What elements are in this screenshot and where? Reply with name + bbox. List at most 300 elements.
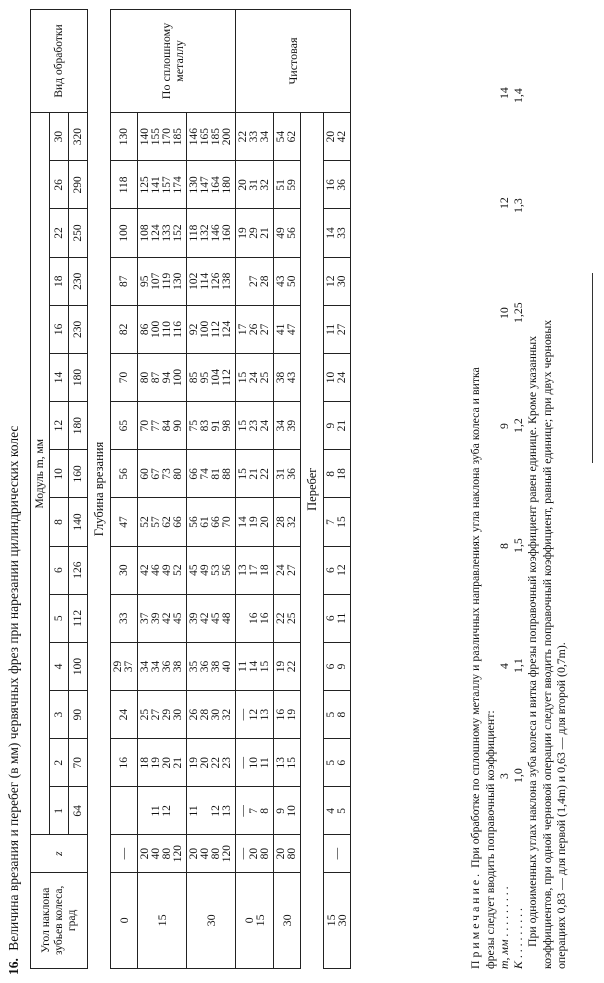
cell-value: 170 bbox=[161, 128, 173, 146]
cell-value: 57 bbox=[150, 516, 162, 528]
module-value: 6 bbox=[50, 546, 69, 594]
value-cell bbox=[111, 787, 138, 835]
value-cell bbox=[236, 642, 274, 690]
cell-value: 16 bbox=[248, 612, 260, 625]
cell-value: 25 bbox=[286, 612, 298, 625]
value-cell bbox=[111, 739, 138, 787]
cell-value: 20 bbox=[325, 130, 337, 143]
value-cell bbox=[274, 787, 301, 835]
cell-value: 25 bbox=[259, 371, 271, 384]
value-cell bbox=[187, 642, 236, 690]
value-cell bbox=[324, 498, 351, 546]
cell-value: 16 bbox=[275, 708, 287, 721]
cell-value: 21 bbox=[336, 419, 348, 432]
value-cell bbox=[138, 112, 187, 160]
cutting-depth-table bbox=[30, 9, 351, 969]
cell-value: 81 bbox=[210, 468, 222, 480]
cell-value: 180 bbox=[221, 176, 233, 194]
z-value: 120 bbox=[172, 844, 184, 863]
cell-value: 185 bbox=[172, 128, 184, 146]
cell-value: 8 bbox=[336, 711, 348, 718]
value-cell bbox=[138, 594, 187, 642]
cell-value bbox=[173, 788, 184, 833]
cell-value: 29 bbox=[248, 227, 260, 239]
cell-value: 80 bbox=[172, 468, 184, 480]
cell-value: 19 bbox=[188, 757, 200, 769]
cell-value: — bbox=[237, 708, 249, 721]
cell-value: 22 bbox=[210, 757, 222, 769]
module-value: 16 bbox=[50, 305, 69, 353]
value-cell bbox=[111, 209, 138, 257]
cell-value: 19 bbox=[275, 660, 287, 673]
cell-value: 22 bbox=[286, 660, 298, 673]
cell-value: 62 bbox=[286, 130, 298, 143]
value-cell bbox=[111, 546, 138, 594]
value-cell bbox=[324, 594, 351, 642]
dot-leader: . . . . . . . . . bbox=[511, 908, 525, 962]
cell-value: 146 bbox=[188, 128, 200, 146]
value-cell bbox=[274, 450, 301, 498]
cell-value: 43 bbox=[275, 275, 287, 287]
row-angle: 0 15 bbox=[236, 872, 274, 968]
cell-value: 36 bbox=[336, 179, 348, 191]
note-para2-line1: При одноименных углах наклона зуба колеса и витка фрезы поправочный коэффициент равен единице. Кроме указанных bbox=[525, 335, 539, 947]
cell-value: 11 bbox=[150, 805, 162, 817]
section-depth-label: Глубина врезания bbox=[88, 10, 111, 969]
cell-value: 25 bbox=[139, 708, 151, 721]
cell-value: 10 bbox=[286, 805, 298, 817]
value-cell bbox=[236, 305, 274, 353]
value-cell bbox=[111, 450, 138, 498]
cell-value: 32 bbox=[286, 516, 298, 528]
cell-value: 36 bbox=[199, 660, 211, 673]
value-cell bbox=[236, 112, 274, 160]
cell-value: 53 bbox=[210, 564, 222, 576]
table-row bbox=[236, 10, 274, 969]
z-value: 120 bbox=[221, 844, 233, 863]
note-k-label: K bbox=[511, 961, 525, 969]
value-cell bbox=[274, 594, 301, 642]
cell-value: 95 bbox=[139, 275, 151, 287]
value-cell bbox=[274, 546, 301, 594]
value-cell bbox=[236, 450, 274, 498]
cell-value: 116 bbox=[172, 320, 184, 338]
module-value: 18 bbox=[50, 257, 69, 305]
cell-value: 155 bbox=[150, 128, 162, 146]
note-k-value: 1,3 bbox=[511, 198, 525, 213]
cell-value: 124 bbox=[150, 224, 162, 242]
value-cell bbox=[187, 209, 236, 257]
module-value: 2 bbox=[50, 739, 69, 787]
z-value: 80 bbox=[259, 847, 271, 860]
note-line-2: фрезы следует вводить поправочный коэффициент: bbox=[482, 710, 497, 969]
cell-value: 26 bbox=[248, 323, 260, 336]
cell-value: 39 bbox=[286, 419, 298, 432]
cell-value: 27 bbox=[248, 275, 260, 287]
diameter-value: 64 bbox=[69, 787, 88, 835]
value-cell bbox=[138, 691, 187, 739]
module-value: 30 bbox=[50, 112, 69, 160]
cell-value: 24 bbox=[259, 419, 271, 432]
module-value: 14 bbox=[50, 353, 69, 401]
cell-value: 34 bbox=[150, 660, 162, 673]
cell-value: 27 bbox=[336, 323, 348, 336]
cell-value: 29 bbox=[112, 660, 124, 673]
cell-value: 73 bbox=[161, 468, 173, 480]
cell-value: 5 bbox=[325, 759, 337, 766]
cell-value: 28 bbox=[199, 708, 211, 721]
diameter-row bbox=[69, 10, 88, 969]
cell-value: 24 bbox=[117, 708, 130, 721]
cell-value: 130 bbox=[117, 128, 130, 146]
bottom-rule bbox=[592, 273, 593, 463]
cell-value: 6 bbox=[325, 567, 337, 573]
cell-value: 13 bbox=[275, 757, 287, 769]
cell-value: 15 bbox=[336, 516, 348, 528]
cell-value: 27 bbox=[150, 708, 162, 721]
cell-value: 20 bbox=[259, 516, 271, 528]
cell-value: 14 bbox=[237, 516, 249, 528]
cell-value: 65 bbox=[117, 419, 130, 432]
cell-value: 19 bbox=[248, 516, 260, 528]
cell-value: 56 bbox=[117, 468, 130, 480]
cell-value: 13 bbox=[259, 708, 271, 721]
module-value: 3 bbox=[50, 691, 69, 739]
cell-value: 80 bbox=[139, 371, 151, 384]
z-value: — bbox=[237, 847, 249, 860]
value-cell bbox=[274, 739, 301, 787]
cell-value: 104 bbox=[210, 368, 222, 387]
value-cell bbox=[274, 161, 301, 209]
cell-value: 38 bbox=[275, 371, 287, 384]
diameter-value: 100 bbox=[69, 642, 88, 690]
cell-value: 39 bbox=[188, 612, 200, 625]
value-cell bbox=[111, 594, 138, 642]
note-m-label: m, мм bbox=[497, 939, 511, 969]
header-z: z bbox=[31, 835, 88, 872]
diameter-value: 160 bbox=[69, 450, 88, 498]
row-angle: 30 bbox=[274, 872, 301, 968]
cell-value: 33 bbox=[117, 612, 130, 625]
value-cell bbox=[138, 209, 187, 257]
value-cell bbox=[324, 642, 351, 690]
cell-value: 112 bbox=[210, 320, 222, 338]
cell-value: 31 bbox=[248, 179, 260, 191]
cell-value: 61 bbox=[199, 516, 211, 528]
row-z bbox=[138, 835, 187, 872]
cell-value: 32 bbox=[221, 708, 233, 721]
cell-value: 133 bbox=[161, 224, 173, 242]
note-m-value: 9 bbox=[497, 423, 511, 429]
note-k-value: 1,5 bbox=[511, 538, 525, 553]
z-value: 20 bbox=[248, 847, 260, 860]
module-value: 5 bbox=[50, 594, 69, 642]
cell-value: 6 bbox=[325, 663, 337, 670]
value-cell bbox=[111, 498, 138, 546]
value-cell bbox=[138, 402, 187, 450]
cell-value: 34 bbox=[139, 660, 151, 673]
value-cell bbox=[324, 161, 351, 209]
value-cell bbox=[274, 305, 301, 353]
cell-value: 74 bbox=[199, 468, 211, 480]
cell-value: 60 bbox=[139, 468, 151, 480]
cell-value: 56 bbox=[221, 564, 233, 576]
value-cell bbox=[187, 546, 236, 594]
cell-value: 36 bbox=[161, 660, 173, 673]
cell-value: 48 bbox=[221, 612, 233, 625]
cell-value: 51 bbox=[275, 179, 287, 191]
cell-value: 114 bbox=[199, 272, 211, 290]
cell-value: 92 bbox=[188, 323, 200, 336]
value-cell bbox=[236, 209, 274, 257]
cell-value: 108 bbox=[139, 224, 151, 242]
header-kind: Вид обработки bbox=[31, 10, 88, 113]
value-cell bbox=[138, 353, 187, 401]
cell-value: 27 bbox=[259, 323, 271, 336]
value-cell bbox=[187, 450, 236, 498]
cell-value: 30 bbox=[210, 708, 222, 721]
z-value: 20 bbox=[188, 847, 200, 860]
cell-value: 70 bbox=[221, 516, 233, 528]
note-m-value: 10 bbox=[497, 307, 511, 319]
row-angle: 0 bbox=[111, 872, 138, 968]
row-angle: 30 bbox=[187, 872, 236, 968]
row-z bbox=[324, 835, 351, 872]
cell-value: 16 bbox=[117, 757, 130, 769]
cell-value: 24 bbox=[336, 371, 348, 384]
cell-value: 66 bbox=[172, 516, 184, 528]
cell-value: 43 bbox=[286, 371, 298, 384]
cell-value: 157 bbox=[161, 176, 173, 194]
value-cell bbox=[324, 546, 351, 594]
value-cell bbox=[274, 642, 301, 690]
diameter-value: 126 bbox=[69, 546, 88, 594]
cell-value: 41 bbox=[275, 323, 287, 336]
z-value: — bbox=[117, 847, 130, 860]
cell-value: 36 bbox=[286, 468, 298, 480]
cell-value: 147 bbox=[199, 176, 211, 194]
cell-value: 90 bbox=[172, 419, 184, 432]
value-cell bbox=[138, 498, 187, 546]
cell-value: 56 bbox=[286, 227, 298, 239]
cell-value: 40 bbox=[221, 660, 233, 673]
module-value: 1 bbox=[50, 787, 69, 835]
cell-value: 67 bbox=[150, 468, 162, 480]
cell-value: 160 bbox=[221, 224, 233, 242]
value-cell bbox=[111, 691, 138, 739]
value-cell bbox=[236, 691, 274, 739]
caption-text: Величина врезания и перебег (в мм) червячных фрез при нарезании цилиндрических колес bbox=[6, 425, 21, 951]
cell-value: 13 bbox=[237, 564, 249, 576]
cell-value: 19 bbox=[286, 708, 298, 721]
module-value: 22 bbox=[50, 209, 69, 257]
diameter-value: 140 bbox=[69, 498, 88, 546]
cell-value: 5 bbox=[336, 808, 348, 814]
cell-value: 138 bbox=[221, 272, 233, 290]
row-kind: По сплошному металлу bbox=[111, 10, 236, 113]
section-overrun-label: Перебег bbox=[301, 10, 324, 969]
z-value: 80 bbox=[161, 847, 173, 860]
value-cell bbox=[324, 787, 351, 835]
diameter-value: 70 bbox=[69, 739, 88, 787]
diameter-value: 112 bbox=[69, 594, 88, 642]
module-value: 4 bbox=[50, 642, 69, 690]
cell-value: 42 bbox=[336, 130, 348, 143]
cell-value: 7 bbox=[248, 808, 260, 814]
cell-value: 200 bbox=[221, 128, 233, 146]
cell-value: 23 bbox=[248, 419, 260, 432]
note-m-value: 3 bbox=[497, 773, 511, 779]
cell-value: 124 bbox=[221, 320, 233, 338]
value-cell bbox=[324, 450, 351, 498]
cell-value: 38 bbox=[210, 660, 222, 673]
value-cell bbox=[138, 546, 187, 594]
cell-value: 18 bbox=[139, 757, 151, 769]
value-cell bbox=[187, 402, 236, 450]
cell-value: 24 bbox=[275, 564, 287, 576]
cell-value: 88 bbox=[221, 468, 233, 480]
cell-value: 140 bbox=[139, 128, 151, 146]
cell-value: 66 bbox=[210, 516, 222, 528]
value-cell bbox=[274, 257, 301, 305]
value-cell bbox=[111, 305, 138, 353]
note-para2-line2: коэффициентов, при одной черновой операции следует вводить поправочный коэффициент, равный единице; при двух черновых bbox=[539, 319, 554, 969]
cell-value: 19 bbox=[150, 757, 162, 769]
cell-value: 82 bbox=[117, 323, 130, 336]
dot-leader: . . . . . . . . . bbox=[497, 886, 511, 940]
header-module: Модуль m, мм bbox=[31, 112, 50, 835]
diameter-value: 290 bbox=[69, 161, 88, 209]
cell-value: 38 bbox=[172, 660, 184, 673]
table-row bbox=[187, 10, 236, 969]
cell-value: 42 bbox=[161, 612, 173, 625]
note-line-1 bbox=[468, 14, 483, 969]
value-cell bbox=[111, 112, 138, 160]
table-caption bbox=[6, 426, 22, 975]
cell-value: 95 bbox=[199, 371, 211, 384]
cell-value: 10 bbox=[325, 371, 337, 384]
cell-value: 77 bbox=[150, 419, 162, 432]
value-cell bbox=[274, 402, 301, 450]
row-angle: 15 bbox=[138, 872, 187, 968]
module-value: 12 bbox=[50, 402, 69, 450]
cell-value: 66 bbox=[188, 468, 200, 480]
cell-value: 126 bbox=[210, 272, 222, 290]
value-cell bbox=[187, 161, 236, 209]
value-cell bbox=[236, 546, 274, 594]
value-cell bbox=[324, 257, 351, 305]
value-cell bbox=[236, 739, 274, 787]
value-cell bbox=[324, 209, 351, 257]
value-cell bbox=[236, 161, 274, 209]
cell-value: 15 bbox=[237, 371, 249, 384]
cell-value: 11 bbox=[325, 323, 337, 335]
value-cell bbox=[324, 691, 351, 739]
value-cell bbox=[187, 594, 236, 642]
module-value: 10 bbox=[50, 450, 69, 498]
value-cell bbox=[236, 498, 274, 546]
cell-value: 11 bbox=[237, 660, 249, 672]
cell-value: 4 bbox=[325, 808, 337, 814]
cell-value: 30 bbox=[117, 564, 130, 576]
cell-value: 165 bbox=[199, 128, 211, 146]
value-cell bbox=[324, 739, 351, 787]
cell-value: 18 bbox=[336, 468, 348, 480]
cell-value: 100 bbox=[199, 320, 211, 338]
cell-value: 83 bbox=[199, 419, 211, 432]
table-row bbox=[111, 10, 138, 969]
cell-value: 33 bbox=[248, 130, 260, 143]
value-cell bbox=[187, 787, 236, 835]
cell-value: 52 bbox=[172, 564, 184, 576]
diameter-value: 180 bbox=[69, 353, 88, 401]
cell-value: 118 bbox=[117, 176, 130, 194]
row-z bbox=[236, 835, 274, 872]
cell-value: 20 bbox=[199, 757, 211, 769]
cell-value: 9 bbox=[325, 422, 337, 429]
value-cell bbox=[187, 353, 236, 401]
cell-value: 26 bbox=[188, 708, 200, 721]
value-cell bbox=[324, 353, 351, 401]
cell-value: 130 bbox=[172, 272, 184, 290]
diameter-value: 180 bbox=[69, 402, 88, 450]
cell-value: 15 bbox=[237, 468, 249, 480]
cell-value: 146 bbox=[210, 224, 222, 242]
cell-value: 87 bbox=[150, 371, 162, 384]
note-k-value: 1,1 bbox=[511, 658, 525, 673]
z-value: — bbox=[330, 847, 343, 860]
cell-value: 14 bbox=[325, 227, 337, 239]
diameter-value: 230 bbox=[69, 305, 88, 353]
cell-value: 52 bbox=[139, 516, 151, 528]
value-cell bbox=[236, 402, 274, 450]
cell-value: 15 bbox=[237, 419, 249, 432]
cell-value: 47 bbox=[117, 516, 130, 528]
cell-value: 23 bbox=[221, 757, 233, 769]
cell-value: 6 bbox=[325, 615, 337, 622]
diameter-value: 320 bbox=[69, 112, 88, 160]
cell-value: 42 bbox=[139, 564, 151, 576]
cell-value: 112 bbox=[221, 369, 233, 386]
cell-value: 141 bbox=[150, 176, 162, 194]
cell-value: 22 bbox=[237, 130, 249, 143]
note-m-row bbox=[497, 14, 511, 969]
cell-value: 21 bbox=[259, 227, 271, 239]
cell-value: 12 bbox=[161, 805, 173, 817]
cell-value: 15 bbox=[286, 757, 298, 769]
cell-value: 86 bbox=[139, 323, 151, 336]
cell-value: 56 bbox=[188, 516, 200, 528]
cell-value: 17 bbox=[248, 564, 260, 576]
z-value: 80 bbox=[286, 847, 298, 860]
value-cell bbox=[111, 402, 138, 450]
cell-value: 32 bbox=[259, 179, 271, 191]
cell-value: 45 bbox=[172, 612, 184, 625]
value-cell bbox=[111, 353, 138, 401]
cell-value: 33 bbox=[336, 227, 348, 239]
value-cell bbox=[324, 112, 351, 160]
cell-value: 49 bbox=[199, 564, 211, 576]
cell-value: 12 bbox=[248, 708, 260, 721]
value-cell bbox=[236, 787, 274, 835]
cell-value: 132 bbox=[199, 224, 211, 242]
note-m-value: 8 bbox=[497, 543, 511, 549]
row-z bbox=[274, 835, 301, 872]
cell-value: 12 bbox=[336, 564, 348, 576]
cell-value: 94 bbox=[161, 371, 173, 384]
cell-value: 185 bbox=[210, 128, 222, 146]
cell-value: 22 bbox=[275, 612, 287, 625]
